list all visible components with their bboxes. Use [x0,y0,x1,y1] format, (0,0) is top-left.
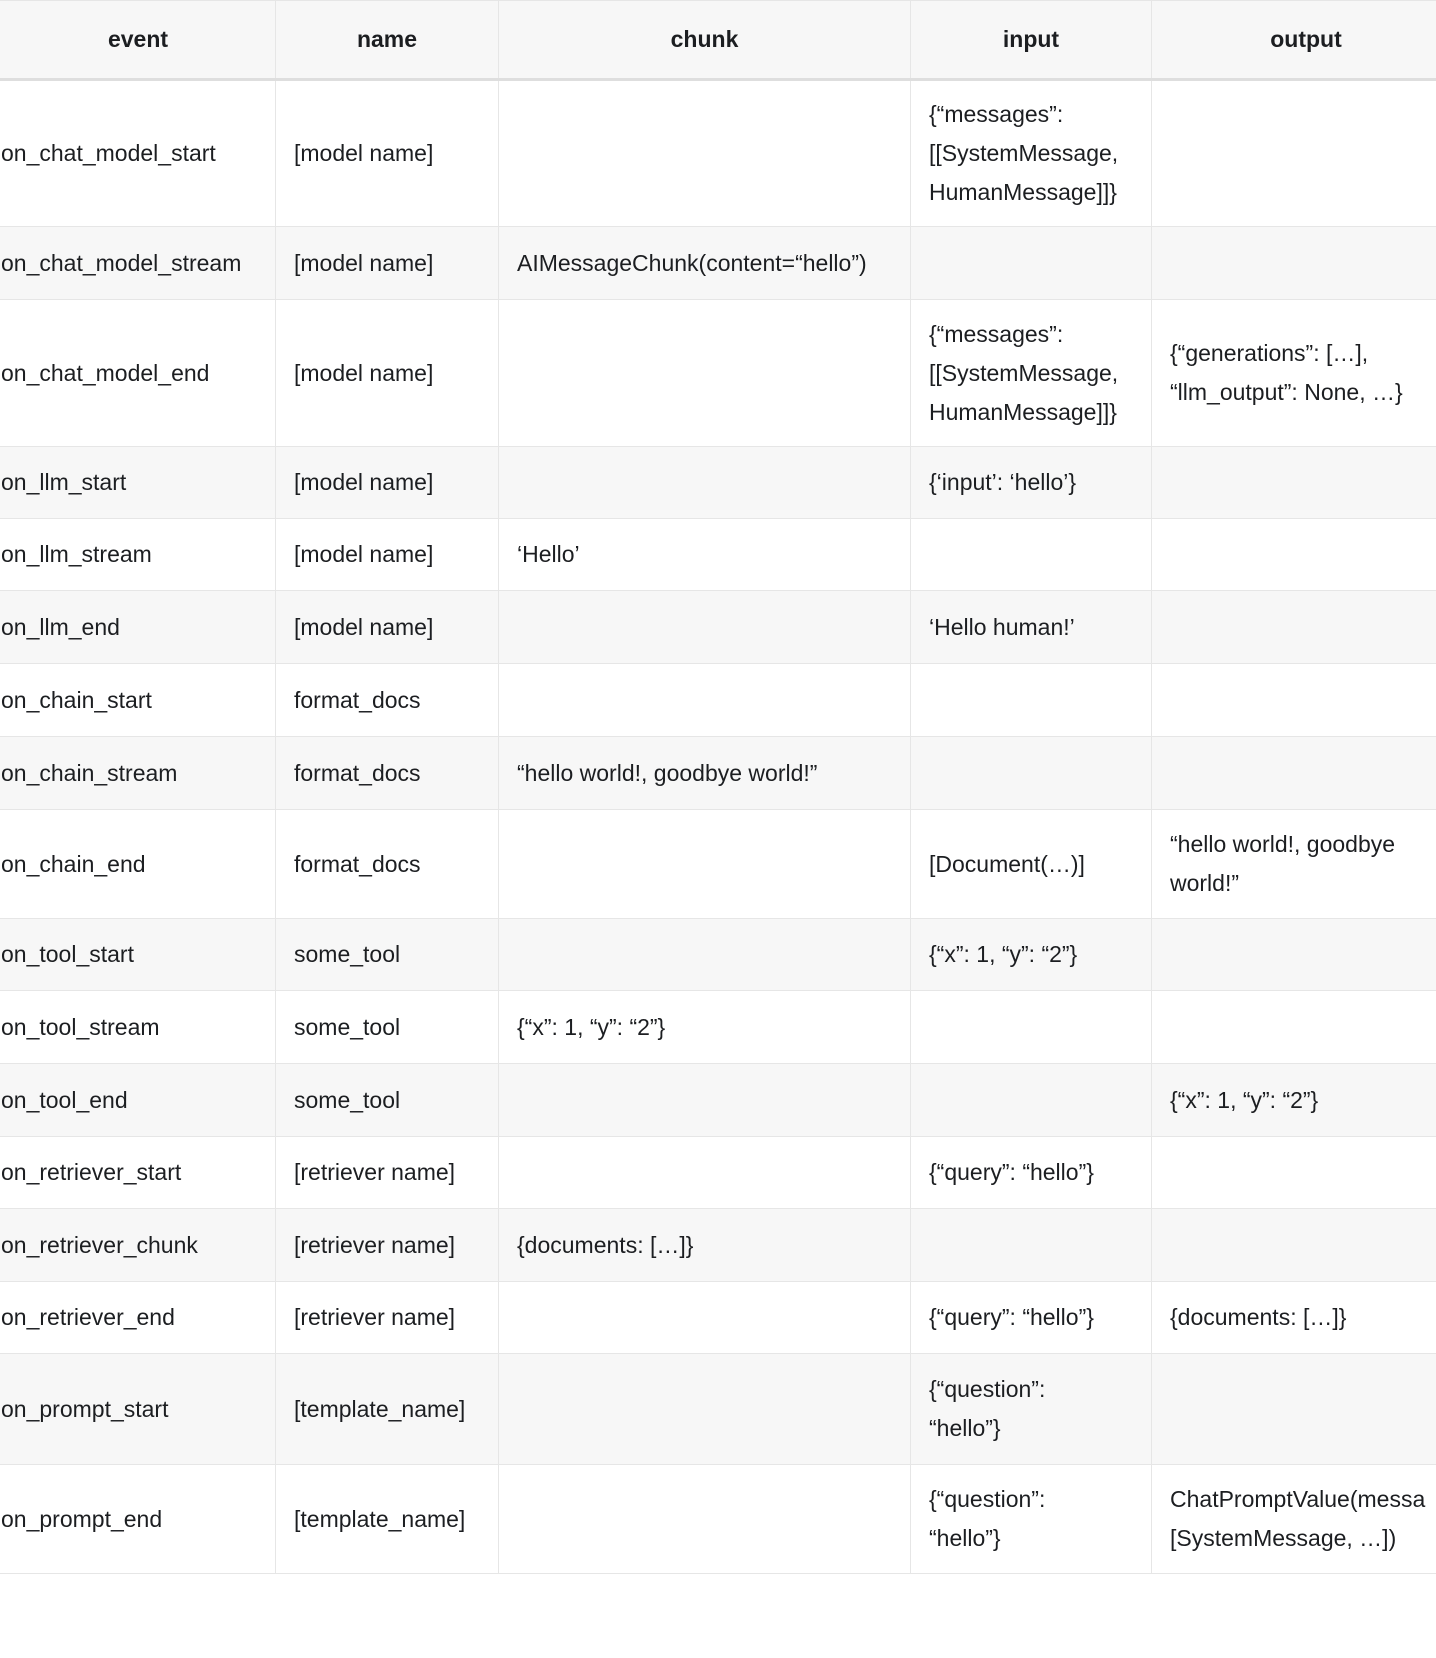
table-row [0,519,1436,591]
cell-name: some_tool [276,991,499,1064]
cell-input: {“messages”: [[SystemMessage, HumanMessage]]} [911,80,1152,227]
cell-input: {‘input’: ‘hello’} [911,447,1152,519]
cell-output [1152,1137,1436,1209]
cell-input: ‘Hello human!’ [911,591,1152,664]
cell-output: “hello world!, goodbye world!” [1152,810,1436,919]
cell-input: [Document(…)] [911,810,1152,919]
table-row [0,1354,1436,1465]
header-output: output [1152,1,1436,80]
cell-chunk [499,1282,911,1354]
cell-event: on_retriever_end [0,1282,276,1354]
cell-output [1152,737,1436,810]
cell-event: on_tool_end [0,1064,276,1137]
cell-event: on_prompt_start [0,1354,276,1465]
table-row [0,1282,1436,1354]
cell-name: format_docs [276,664,499,737]
cell-output [1152,591,1436,664]
cell-chunk [499,1354,911,1465]
cell-output [1152,1209,1436,1282]
table-row [0,1137,1436,1209]
cell-event: on_tool_start [0,919,276,991]
cell-name: [retriever name] [276,1209,499,1282]
cell-chunk [499,300,911,447]
cell-name: some_tool [276,1064,499,1137]
cell-event: on_retriever_start [0,1137,276,1209]
cell-chunk [499,80,911,227]
cell-event: on_tool_stream [0,991,276,1064]
table-row [0,919,1436,991]
cell-input: {“query”: “hello”} [911,1282,1152,1354]
cell-output: ChatPromptValue(messa [SystemMessage, …]) [1152,1465,1436,1574]
header-chunk: chunk [499,1,911,80]
cell-event: on_llm_start [0,447,276,519]
cell-output [1152,227,1436,300]
cell-name: [retriever name] [276,1282,499,1354]
header-row [0,1,1436,80]
cell-chunk [499,664,911,737]
cell-name: [model name] [276,300,499,447]
cell-output [1152,919,1436,991]
cell-chunk [499,1465,911,1574]
cell-input: {“question”: “hello”} [911,1465,1152,1574]
cell-output [1152,664,1436,737]
table-row [0,80,1436,227]
cell-chunk: “hello world!, goodbye world!” [499,737,911,810]
cell-chunk: ‘Hello’ [499,519,911,591]
cell-event: on_chat_model_end [0,300,276,447]
table-row [0,664,1436,737]
cell-event: on_chain_end [0,810,276,919]
cell-output [1152,991,1436,1064]
cell-name: [model name] [276,227,499,300]
cell-output [1152,1354,1436,1465]
header-event: event [0,1,276,80]
cell-input [911,1209,1152,1282]
cell-chunk [499,919,911,991]
cell-event: on_chat_model_start [0,80,276,227]
cell-name: [model name] [276,591,499,664]
table-header [0,1,1436,80]
cell-output [1152,80,1436,227]
cell-name: [template_name] [276,1465,499,1574]
cell-event: on_prompt_end [0,1465,276,1574]
cell-input [911,991,1152,1064]
cell-output: {“generations”: […], “llm_output”: None, …} [1152,300,1436,447]
table-row [0,1064,1436,1137]
cell-chunk [499,1064,911,1137]
table-row [0,227,1436,300]
table-row [0,1209,1436,1282]
cell-input: {“query”: “hello”} [911,1137,1152,1209]
cell-input [911,1064,1152,1137]
table-row [0,447,1436,519]
cell-event: on_chain_stream [0,737,276,810]
cell-name: [model name] [276,519,499,591]
cell-name: format_docs [276,737,499,810]
cell-input: {“question”: “hello”} [911,1354,1152,1465]
cell-name: format_docs [276,810,499,919]
table-row [0,1465,1436,1574]
cell-output [1152,447,1436,519]
table-row [0,591,1436,664]
table-row [0,300,1436,447]
cell-chunk [499,810,911,919]
cell-output: {“x”: 1, “y”: “2”} [1152,1064,1436,1137]
cell-output: {documents: […]} [1152,1282,1436,1354]
cell-input: {“messages”: [[SystemMessage, HumanMessage]]} [911,300,1152,447]
cell-chunk [499,1137,911,1209]
cell-input [911,519,1152,591]
cell-event: on_chain_start [0,664,276,737]
cell-chunk [499,447,911,519]
cell-name: [template_name] [276,1354,499,1465]
cell-event: on_llm_stream [0,519,276,591]
cell-input [911,227,1152,300]
cell-input [911,664,1152,737]
header-name: name [276,1,499,80]
cell-name: [model name] [276,80,499,227]
cell-name: [model name] [276,447,499,519]
table-row [0,810,1436,919]
cell-input [911,737,1152,810]
cell-input: {“x”: 1, “y”: “2”} [911,919,1152,991]
cell-chunk: {“x”: 1, “y”: “2”} [499,991,911,1064]
cell-event: on_llm_end [0,591,276,664]
table-row [0,991,1436,1064]
cell-event: on_chat_model_stream [0,227,276,300]
cell-chunk: {documents: […]} [499,1209,911,1282]
cell-chunk [499,591,911,664]
cell-output [1152,519,1436,591]
table-body [0,80,1436,1574]
header-input: input [911,1,1152,80]
table-row [0,737,1436,810]
cell-name: some_tool [276,919,499,991]
cell-chunk: AIMessageChunk(content=“hello”) [499,227,911,300]
cell-name: [retriever name] [276,1137,499,1209]
cell-event: on_retriever_chunk [0,1209,276,1282]
